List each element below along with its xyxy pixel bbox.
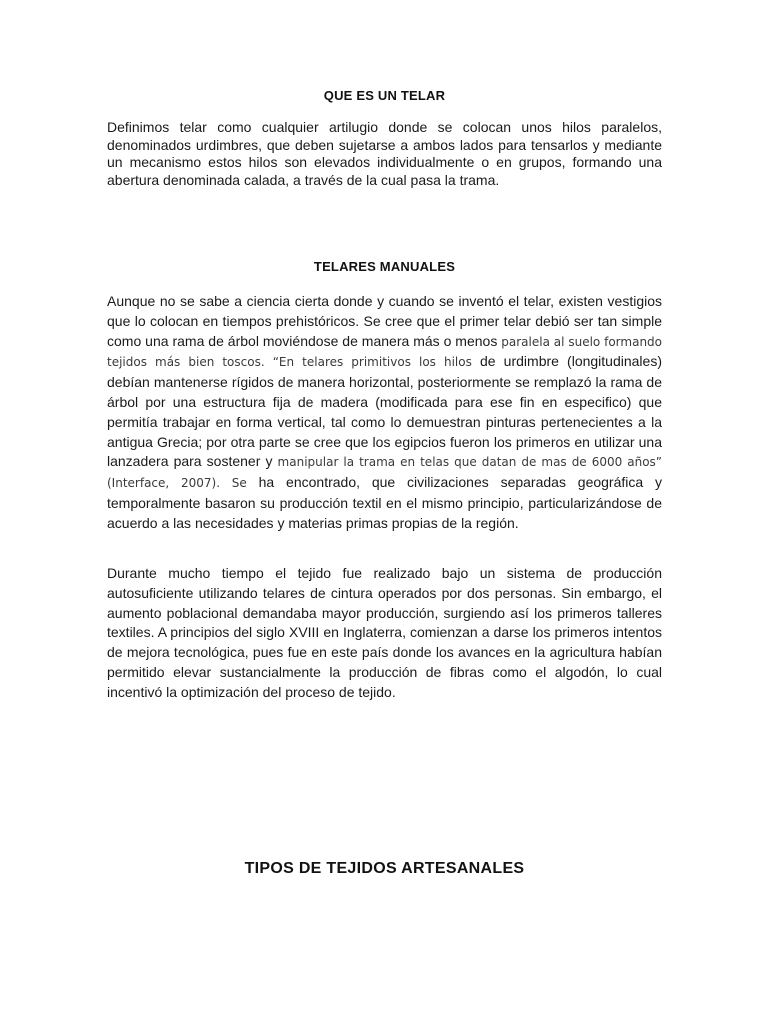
heading-que-es-un-telar: QUE ES UN TELAR [323,88,446,103]
paragraph-segment: Aunque no se sabe a ciencia cierta donde y cuando se inventó el telar, existen vestigios que lo colocan en tiempos prehistóricos. Se cree que el primer telar debió ser tan simple como una rama de árbol moviéndose de manera más o menos [107,293,662,349]
heading-telares-manuales: TELARES MANUALES [313,259,456,274]
paragraph-telares-manuales [107,292,662,534]
heading-tipos-de-tejidos: TIPOS DE TEJIDOS ARTESANALES [244,860,525,877]
paragraph-definicion-telar: Definimos telar como cualquier artilugio donde se colocan unos hilos paralelos, denominados urdimbres, que deben sujetarse a ambos lados para tensarlos y mediante un mecanismo estos hilos son elevados individualmente o en grupos, formando una abertura denominada calada, a través de la cual pasa la trama. [107,119,662,188]
paragraph-segment-alt-font: paralela al suelo formando tejidos más bien toscos. “En telares primitivos los hilos [107,334,663,370]
paragraph-segment: de urdimbre (longitudinales) debían mantenerse rígidos de manera horizontal, posteriormente se remplazó la rama de árbol por una estructura fija de madera (modificada para ese fin en especifico) que permitía trabajar en forma vertical, tal como lo demuestran pinturas pertenecientes a la antigua Grecia; por otra parte se cree que los egipcios fueron los primeros en utilizar una lanzadera para sostener y [107,353,662,470]
paragraph-segment: ha encontrado, que civilizaciones separadas geográfica y temporalmente basaron su producción textil en el mismo principio, particularizándose de acuerdo a las necesidades y materias primas propias de la región. [107,474,663,531]
paragraph-segment-alt-font: manipular la trama en telas que datan de mas de 6000 años” (Interface, 2007). Se [107,455,663,491]
paragraph-produccion-textil: Durante mucho tiempo el tejido fue realizado bajo un sistema de producción autosuficiente utilizando telares de cintura operados por dos personas. Sin embargo, el aumento poblacional demandaba mayor producción, surgiendo así los primeros talleres textiles. A principios del siglo XVIII en Inglaterra, comienzan a darse los primeros intentos de mejora tecnológica, pues fue en este país donde los avances en la agricultura habían permitido elevar sustancialmente la producción de fibras como el algodón, lo cual incentivó la optimización del proceso de tejido. [107,565,662,700]
